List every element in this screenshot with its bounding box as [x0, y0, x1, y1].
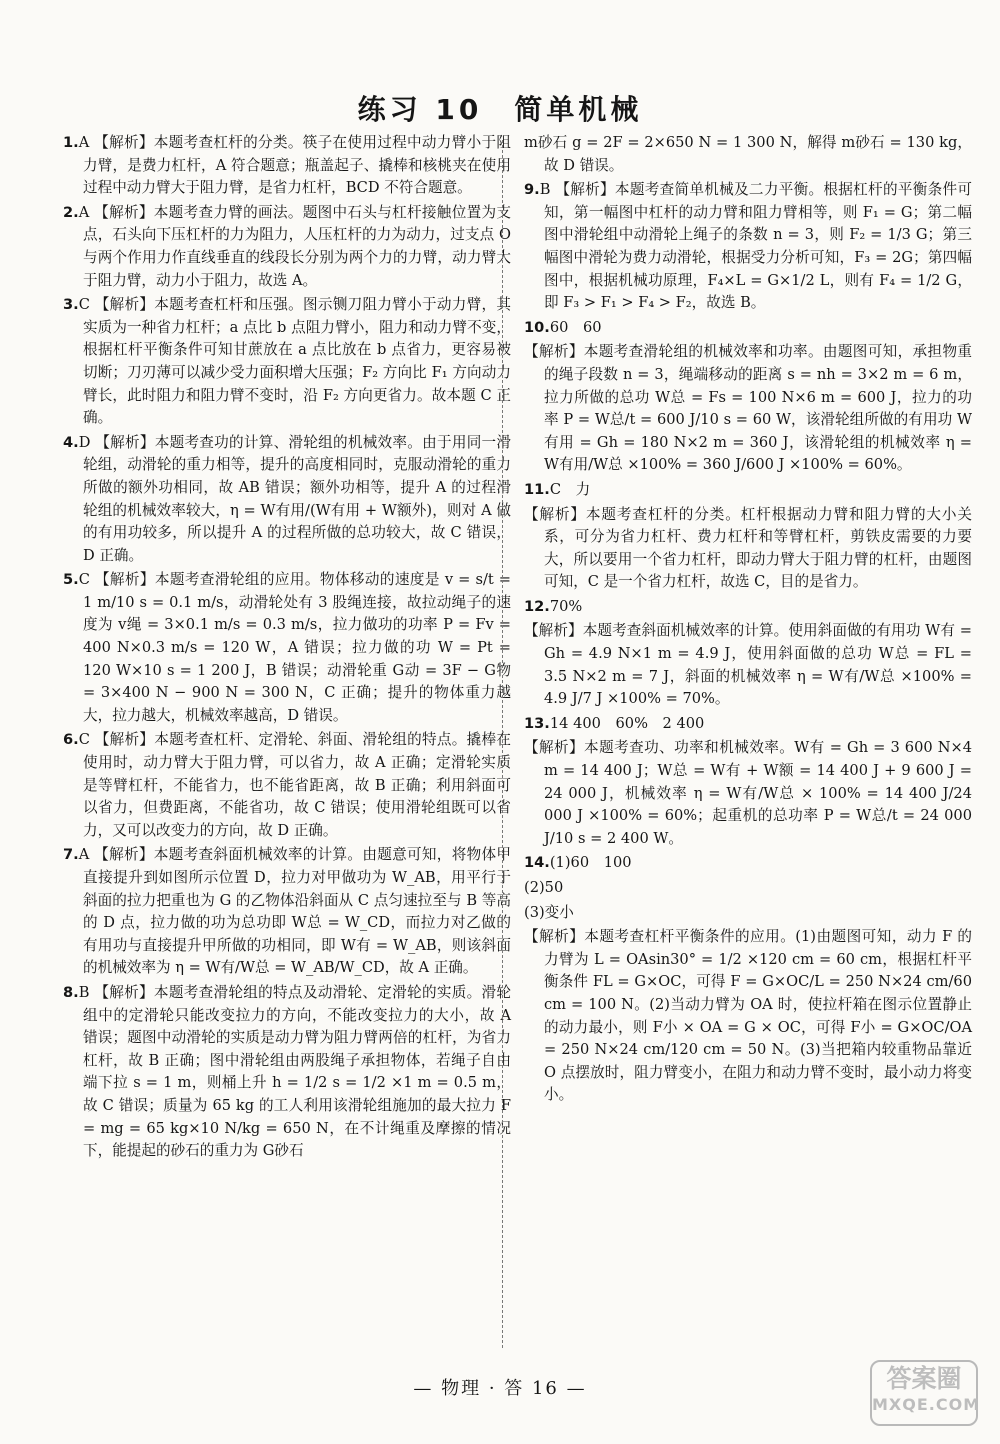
item-number: 1. — [63, 134, 79, 151]
page-title: 练习 10 简单机械 — [357, 93, 643, 126]
item-number: 14. — [524, 854, 550, 872]
item-text: B 【解析】本题考查滑轮组的特点及动滑轮、定滑轮的实质。滑轮组中的定滑轮只能改变拉力的方向，不能改变拉力的大小，故 A 错误；题图中动滑轮的实质是动力臂为阻力臂两倍的杠杆，为省力杠杆，故 B 正确；图中滑轮组由两股绳子承担物体，若绳子自由端下拉 s = 1 m，则桶上升 h = 1/2 s = 1/2 ×1 m = 0.5 m，故 C 错误；质量为 65 kg 的工人利用该滑轮组施加的最大拉力 F = mg = 65 kg×10 N/kg = 650 N，在不计绳重及摩擦的情况下，能提起的砂石的重力为 G砂石 — [78, 983, 511, 1160]
item-number: 4. — [63, 433, 79, 451]
right-column — [524, 132, 972, 1109]
item-text: 【解析】本题考查杠杆的分类。杠杆根据动力臂和阻力臂的大小关系，可分为省力杠杆、费力杠杆和等臂杠杆，剪铁皮需要的力要大，所以要用一个省力杠杆，即动力臂大于阻力臂的杠杆，由题图可知，C 是一个省力杠杆，故选 C，目的是省力。 — [524, 505, 972, 591]
item-text: A 【解析】本题考查力臂的画法。题图中石头与杠杆接触位置为支点，石头向下压杠杆的力为阻力，人压杠杆的力为动力，过支点 O 与两个作用力作直线垂直的线段长分别为两个力的力臂，动力臂大于阻力臂，动力小于阻力，故选 A。 — [78, 203, 511, 289]
item-number: 10. — [524, 318, 550, 336]
item-number: 13. — [524, 714, 550, 732]
answer-item — [524, 596, 972, 619]
item-text: 60 60 — [549, 318, 602, 336]
item-text: 【解析】本题考查滑轮组的机械效率和功率。由题图可知，承担物重的绳子段数 n = 3，绳端移动的距离 s = nh = 3×2 m = 6 m，拉力所做的总功 W总 = Fs = 100 N×6 m = 600 J，拉力的功率 P = W总/t = 600 J/10 s = 60 W，该滑轮组所做的有用功 W有用 = Gh = 180 N×2 m = 360 J，该滑轮组的机械效率 η = W有用/W总 ×100% = 360 J/600 J ×100% = 60%。 — [524, 343, 972, 474]
answer-item — [524, 713, 972, 736]
item-text: B 【解析】本题考查简单机械及二力平衡。根据杠杆的平衡条件可知，第一幅图中杠杆的动力臂和阻力臂相等，则 F₁ = G；第二幅图中滑轮组中动滑轮上绳子的条数 n = 3，则 F₂ = 1/3 G；第三幅图中滑轮为费力动滑轮，根据受力分析可知，F₃ = 2G；第四幅图中，根据机械功原理，F₄×L = G×1/2 L，则有 F₄ = 1/2 G，即 F₃ > F₁ > F₄ > F₂，故选 B。 — [539, 181, 972, 312]
watermark-line2: MXQE.COM — [872, 1395, 981, 1414]
answer-item — [524, 179, 972, 315]
answer-item — [524, 852, 972, 875]
answer-item — [63, 132, 511, 200]
item-number: 2. — [63, 203, 79, 221]
answer-item — [524, 132, 972, 177]
answer-item — [524, 479, 972, 502]
item-text: (3)变小 — [524, 903, 574, 921]
item-text: A 【解析】本题考查杠杆的分类。筷子在使用过程中动力臂小于阻力臂，是费力杠杆，A 符合题意；瓶盖起子、撬棒和核桃夹在使用过程中动力臂大于阻力臂，是省力杠杆，BCD 不符合题意。 — [78, 134, 511, 197]
watermark-logo — [870, 1360, 981, 1426]
item-number: 8. — [63, 983, 79, 1001]
answer-item — [524, 504, 972, 594]
answer-item — [63, 729, 511, 842]
item-text: 70% — [549, 597, 583, 615]
item-text: m砂石 g = 2F = 2×650 N = 1 300 N，解得 m砂石 = 130 kg，故 D 错误。 — [524, 134, 972, 174]
item-text: (2)50 — [524, 879, 564, 896]
answer-item — [63, 844, 511, 980]
item-text: C 力 — [549, 480, 591, 498]
item-number: 3. — [63, 296, 79, 314]
item-number: 7. — [63, 846, 79, 864]
item-text: C 【解析】本题考查杠杆和压强。图示铡刀阻力臂小于动力臂，其实质为一种省力杠杆；a 点比 b 点阻力臂小，阻力和动力臂不变，根据杠杆平衡条件可知甘蔗放在 a 点比放在 b 点省力，更容易被切断；刀刃薄可以减少受力面积增大压强；F₂ 方向比 F₁ 方向动力臂长，此时阻力和阻力臂不变时，沿 F₂ 方向更省力。故本题 C 正确。 — [78, 296, 511, 427]
item-text: 14 400 60% 2 400 — [549, 714, 705, 732]
left-column — [63, 132, 511, 1165]
page-footer: — 物理 · 答 16 — — [413, 1378, 587, 1399]
answer-item — [63, 432, 511, 568]
item-text: C 【解析】本题考查杠杆、定滑轮、斜面、滑轮组的特点。撬棒在使用时，动力臂大于阻力臂，可以省力，故 A 正确；定滑轮实质是等臂杠杆，不能省力，也不能省距离，故 B 正确；利用斜面可以省力，但费距离，不能省功，故 C 错误；使用滑轮组既可以省力，又可以改变力的方向，故 D 正确。 — [78, 731, 511, 839]
answer-item — [524, 902, 972, 925]
item-text: D 【解析】本题考查功的计算、滑轮组的机械效率。由于用同一滑轮组，动滑轮的重力相等，提升的高度相同时，克服动滑轮的重力所做的额外功相同，故 AB 错误；额外功相等，提升 A 的过程滑轮组的机械效率较大，η = W有用/(W有用 + W额外)，则对 A 做的有用功较多，所以提升 A 的过程所做的总功较大，故 C 错误，D 正确。 — [78, 433, 511, 564]
item-number: 5. — [63, 571, 79, 589]
answer-item — [524, 926, 972, 1107]
item-number: 11. — [524, 480, 550, 498]
item-text: 【解析】本题考查杠杆平衡条件的应用。(1)由题图可知，动力 F 的力臂为 L = OAsin30° = 1/2 ×120 cm = 60 cm，根据杠杆平衡条件 FL = G×OC，可得 F = G×OC/L = 250 N×24 cm/60 cm = 100 N。(2)当动力臂为 OA 时，使拉杆箱在图示位置静止的动力最小，则 F小 × OA = G × OC，可得 F小 = G×OC/OA = 250 N×24 cm/120 cm = 50 N。(3)当把箱内较重物品靠近 O 点摆放时，阻力臂变小，在阻力和动力臂不变时，最小动力将变小。 — [524, 928, 972, 1104]
answer-item — [524, 877, 972, 900]
item-number: 9. — [524, 181, 540, 199]
item-number: 6. — [63, 731, 79, 749]
item-number: 12. — [524, 597, 550, 615]
item-text: C 【解析】本题考查滑轮组的应用。物体移动的速度是 v = s/t = 1 m/10 s = 0.1 m/s，动滑轮处有 3 股绳连接，故拉动绳子的速度为 v绳 = 3×0.1 m/s = 0.3 m/s，拉力做功的功率 P = Fv = 400 N×0.3 m/s = 120 W，A 错误；拉力做的功 W = Pt = 120 W×10 s = 1 200 J，B 错误；动滑轮重 G动 = 3F − G物 = 3×400 N − 900 N = 300 N，C 正确；提升的物体重力越大，拉力越大，机械效率越高，D 错误。 — [78, 571, 511, 724]
item-text: (1)60 100 — [549, 854, 632, 872]
answer-item — [524, 737, 972, 850]
column-divider — [502, 140, 503, 1348]
answer-item — [63, 569, 511, 727]
item-text: 【解析】本题考查功、功率和机械效率。W有 = Gh = 3 600 N×4 m = 14 400 J；W总 = W有 + W额 = 14 400 J + 9 600 J = 24 000 J，机械效率 η = W有/W总 × 100% = 14 400 J/24 000 J ×100% = 60%；起重机的总功率 P = W总/t = 24 000 J/10 s = 2 400 W。 — [524, 739, 972, 847]
answer-item — [63, 294, 511, 430]
watermark-line1: 答案圈 — [886, 1364, 962, 1393]
answer-item — [63, 202, 511, 292]
answer-item — [524, 620, 972, 710]
answer-item — [524, 341, 972, 477]
answer-item — [524, 317, 972, 340]
item-text: 【解析】本题考查斜面机械效率的计算。使用斜面做的有用功 W有 = Gh = 4.9 N×1 m = 4.9 J，使用斜面做的总功 W总 = FL = 3.5 N×2 m = 7 J，斜面的机械效率 η = W有/W总 ×100% = 4.9 J/7 J ×100% = 70%。 — [524, 622, 972, 708]
answer-item — [63, 982, 511, 1163]
item-text: A 【解析】本题考查斜面机械效率的计算。由题意可知，将物体甲直接提升到如图所示位置 D，拉力对甲做功为 W_AB，用平行于斜面的拉力把重也为 G 的乙物体沿斜面从 C 点匀速拉至与 B 等高的 D 点，拉力做的功为总功即 W总 = W_CD，而拉力对乙做的有用功与直接提升甲所做的功相同，即 W有 = W_AB，则该斜面的机械效率为 η = W有/W总 = W_AB/W_CD，故 A 正确。 — [78, 846, 511, 977]
